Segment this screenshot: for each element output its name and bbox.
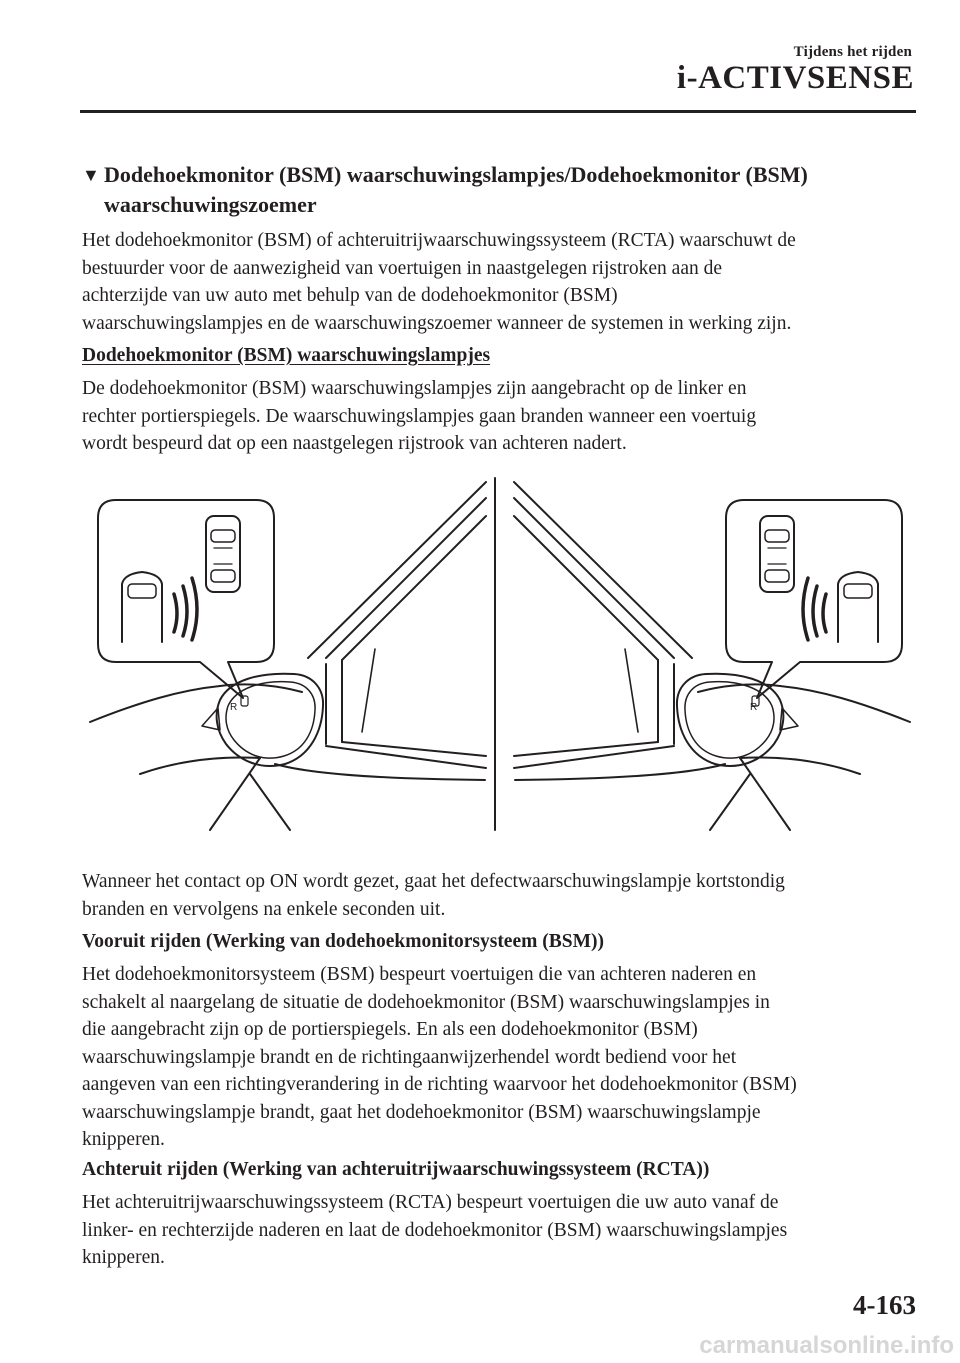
text-line: De dodehoekmonitor (BSM) waarschuwingslampjes zijn aangebracht op de linker en bbox=[82, 378, 747, 399]
text-line: linker- en rechterzijde naderen en laat de dodehoekmonitor (BSM) waarschuwingslampjes bbox=[82, 1219, 788, 1241]
text-line: schakelt al naargelang de situatie de dodehoekmonitor (BSM) waarschuwingslampjes in bbox=[82, 991, 770, 1013]
reverse-subheading: Achteruit rijden (Werking van achteruitrijwaarschuwingssysteem (RCTA)) bbox=[82, 1159, 710, 1180]
right-callout-bubble bbox=[726, 500, 902, 698]
running-header-subtitle: Tijdens het rijden bbox=[793, 44, 912, 60]
text-line: Het dodehoekmonitorsysteem (BSM) bespeurt voertuigen die van achteren naderen en bbox=[82, 964, 757, 985]
intro-paragraph bbox=[82, 227, 922, 337]
watermark: carmanualsonline.info bbox=[699, 1332, 954, 1359]
svg-text:R: R bbox=[230, 702, 238, 713]
section-heading-line-2: waarschuwingszoemer bbox=[104, 192, 317, 217]
text-line: knipperen. bbox=[82, 1247, 165, 1268]
section-heading-line-1: Dodehoekmonitor (BSM) waarschuwingslampjes/Dodehoekmonitor (BSM) bbox=[104, 162, 808, 187]
text-line: knipperen. bbox=[82, 1129, 165, 1150]
text-line: rechter portierspiegels. De waarschuwingslampjes gaan branden wanneer een voertuig bbox=[82, 405, 757, 427]
running-header-title: i-ACTIVSENSE bbox=[676, 60, 914, 96]
reverse-paragraph bbox=[82, 1189, 922, 1272]
text-line: die aangebracht zijn op de portierspiegels. En als een dodehoekmonitor (BSM) bbox=[82, 1019, 698, 1040]
left-door-frame bbox=[90, 482, 486, 830]
text-line: waarschuwingslampje brandt, gaat het dodehoekmonitor (BSM) waarschuwingslampje bbox=[82, 1101, 761, 1123]
text-line: branden en vervolgens na enkele seconden uit. bbox=[82, 898, 446, 920]
left-callout-bubble bbox=[98, 500, 274, 698]
contact-paragraph bbox=[82, 868, 922, 923]
text-line: Wanneer het contact op ON wordt gezet, gaat het defectwaarschuwingslampje kortstondig bbox=[82, 871, 785, 892]
text-line: Het achteruitrijwaarschuwingssysteem (RCTA) bespeurt voertuigen die uw auto vanaf de bbox=[82, 1192, 779, 1213]
text-line: bestuurder voor de aanwezigheid van voertuigen in naastgelegen rijstroken aan de bbox=[82, 257, 723, 279]
text-line: Het dodehoekmonitor (BSM) of achteruitrijwaarschuwingssysteem (RCTA) waarschuwt de bbox=[82, 230, 796, 251]
forward-paragraph bbox=[82, 961, 922, 1154]
text-line: achterzijde van uw auto met behulp van de dodehoekmonitor (BSM) bbox=[82, 285, 618, 306]
svg-text:R: R bbox=[750, 702, 758, 713]
right-door-frame bbox=[514, 482, 910, 830]
header-rule bbox=[80, 110, 916, 113]
text-line: waarschuwingslampje brandt en de richtingaanwijzerhendel wordt bediend voor het bbox=[82, 1046, 737, 1068]
text-line: aangeven van een richtingverandering in de richting waarvoor het dodehoekmonitor (BSM) bbox=[82, 1074, 797, 1095]
lamps-subheading: Dodehoekmonitor (BSM) waarschuwingslampjes bbox=[82, 345, 491, 366]
lamps-paragraph bbox=[82, 375, 922, 458]
section-heading bbox=[82, 160, 922, 219]
text-line: waarschuwingslampjes en de waarschuwingszoemer wanneer de systemen in werking zijn. bbox=[82, 312, 792, 334]
page-number: 4-163 bbox=[853, 1290, 916, 1320]
right-mirror bbox=[677, 674, 798, 766]
forward-subheading: Vooruit rijden (Werking van dodehoekmonitorsysteem (BSM)) bbox=[82, 931, 604, 952]
triangle-marker-icon: ▼ bbox=[82, 165, 100, 185]
mirror-illustration bbox=[80, 474, 920, 834]
left-mirror bbox=[202, 674, 323, 766]
text-line: wordt bespeurd dat op een naastgelegen rijstrook van achteren nadert. bbox=[82, 433, 627, 454]
